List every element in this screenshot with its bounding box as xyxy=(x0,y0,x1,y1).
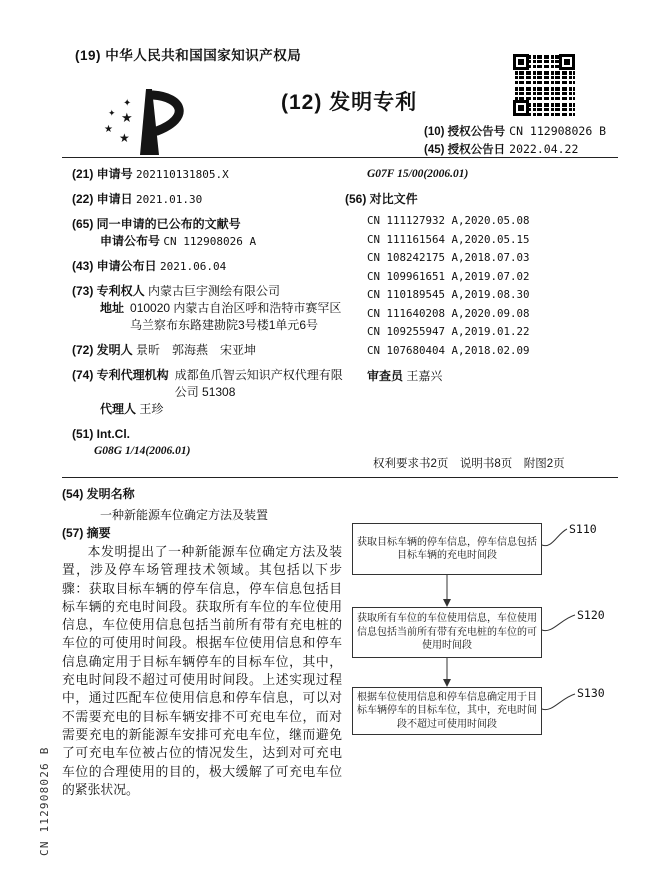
int-cl-row xyxy=(72,426,344,460)
grant-date-label: (45) 授权公告日 xyxy=(424,144,506,156)
address-value: 010020 内蒙古自治区呼和浩特市赛罕区乌兰察布东路建勘院3号楼1单元6号 xyxy=(130,301,342,332)
prior-publication-value: CN 112908026 A xyxy=(163,235,257,248)
header-divider xyxy=(62,157,618,158)
publication-date-row xyxy=(72,258,344,275)
citation-item: CN 107680404 A,2018.02.09 xyxy=(367,343,530,357)
patentee-label: (73) 专利权人 xyxy=(72,284,145,298)
prior-publication-number xyxy=(72,233,344,250)
abstract-label: (57) 摘要 xyxy=(62,526,111,540)
int-cl-continued-value: G07F 15/00(2006.01) xyxy=(367,168,469,180)
cnipa-logo-icon xyxy=(95,84,207,160)
agent-line xyxy=(72,401,344,418)
flowchart-step-1-text: 获取目标车辆的停车信息，停车信息包括目标车辆的充电时间段 xyxy=(357,536,537,561)
int-cl-value: G08G 1/14(2006.01) xyxy=(94,445,191,457)
patentee-value: 内蒙古巨宇测绘有限公司 xyxy=(148,284,281,298)
invention-title-value: 一种新能源车位确定方法及装置 xyxy=(100,508,269,522)
qr-finder-icon xyxy=(513,100,529,116)
flowchart-step-3-label: S130 xyxy=(577,686,605,700)
svg-text:★: ★ xyxy=(104,124,113,135)
pages-summary: 权利要求书2页 说明书8页 附图2页 xyxy=(373,458,565,470)
patentee-line xyxy=(72,283,344,300)
int-cl-label: (51) Int.Cl. xyxy=(72,427,131,441)
biblio-left-column xyxy=(72,166,344,468)
publication-date-value: 2021.06.04 xyxy=(160,260,227,273)
flowchart-figure xyxy=(345,518,671,748)
application-date-label: (22) 申请日 xyxy=(72,192,133,206)
grant-number-value: CN 112908026 B xyxy=(509,124,607,138)
prior-publication-sublabel: 申请公布号 xyxy=(100,234,161,248)
flowchart-step-1-box xyxy=(352,523,542,575)
qr-code xyxy=(513,54,575,116)
section-divider xyxy=(62,477,618,478)
invention-title-label: (54) 发明名称 xyxy=(62,487,135,501)
vertical-publication-number: CN 112908026 B xyxy=(38,746,51,856)
inventors-label: (72) 发明人 xyxy=(72,343,133,357)
agent-label: 代理人 xyxy=(100,402,137,416)
agency-row xyxy=(72,367,344,418)
issuing-office-title: (19) 中华人民共和国国家知识产权局 xyxy=(75,48,302,63)
examiner-label: 审查员 xyxy=(367,369,404,383)
address-label: 地址 xyxy=(100,301,125,315)
svg-text:★: ★ xyxy=(121,110,133,125)
grant-publication-number xyxy=(424,123,606,139)
patentee-address-line xyxy=(72,300,344,334)
flowchart-step-3-box xyxy=(352,687,542,735)
flowchart-step-2-box xyxy=(352,607,542,658)
citations-label: (56) 对比文件 xyxy=(345,192,418,206)
inventors-row xyxy=(72,342,344,359)
examiner-row xyxy=(345,368,623,385)
qr-finder-icon xyxy=(559,54,575,70)
agent-value: 王珍 xyxy=(139,402,164,416)
citation-item: CN 111127932 A,2020.05.08 xyxy=(367,214,530,227)
flowchart-step-1-label: S110 xyxy=(569,522,597,536)
publication-date-label: (43) 申请公布日 xyxy=(72,259,157,273)
grant-publication-date xyxy=(424,141,578,157)
citation-item: CN 109255947 A,2019.01.22 xyxy=(367,325,530,338)
citation-item: CN 108242175 A,2018.07.03 xyxy=(367,251,530,264)
qr-finder-icon xyxy=(513,54,529,70)
citation-item: CN 109961651 A,2019.07.02 xyxy=(367,269,530,283)
patentee-row xyxy=(72,283,344,334)
citation-item: CN 111640208 A,2020.09.08 xyxy=(367,306,530,320)
application-number-value: 202110131805.X xyxy=(136,168,229,181)
svg-text:★: ★ xyxy=(119,131,130,145)
prior-publication-label: (65) 同一申请的已公布的文献号 xyxy=(72,217,241,231)
agency-line xyxy=(72,367,344,401)
svg-text:✦: ✦ xyxy=(108,108,116,118)
prior-publication-row xyxy=(72,216,344,250)
application-date-value: 2021.01.30 xyxy=(136,193,203,206)
svg-text:✦: ✦ xyxy=(123,98,132,109)
grant-date-value: 2022.04.22 xyxy=(509,142,579,156)
document-type-title: (12) 发明专利 xyxy=(281,91,418,114)
agency-value: 成都鱼爪智云知识产权代理有限公司 51308 xyxy=(174,368,343,399)
examiner-value: 王嘉兴 xyxy=(406,369,443,383)
flowchart-step-2-label: S120 xyxy=(577,608,605,622)
grant-number-label: (10) 授权公告号 xyxy=(424,126,506,138)
citation-item: CN 111161564 A,2020.05.15 xyxy=(367,232,530,246)
flowchart-step-3-text: 根据车位使用信息和停车信息确定用于目标车辆停车的目标车位，其中，充电时间段不超过可使用时间段 xyxy=(357,691,537,730)
invention-title-section xyxy=(62,486,268,524)
biblio-right-column xyxy=(345,166,623,385)
application-number-row xyxy=(72,166,344,183)
inventors-value: 景昕 郭海燕 宋亚坤 xyxy=(136,343,257,357)
application-number-label: (21) 申请号 xyxy=(72,167,133,181)
citations-list xyxy=(345,212,623,360)
agency-label: (74) 专利代理机构 xyxy=(72,368,169,382)
application-date-row xyxy=(72,191,344,208)
citation-item: CN 110189545 A,2019.08.30 xyxy=(367,288,530,301)
abstract-text: 本发明提出了一种新能源车位确定方法及装置，涉及停车场管理技术领域。其包括以下步骤：获取目标车辆的停车信息，停车信息包括目标车辆的充电时间段。获取所有车位的车位使用信息，车位使用信息包括当前所有带有充电桩的车位的可使用时间段。根据车位使用信息和停车信息确定用于目标车辆停车的目标车位，其中，充电时间段不超过可使用时间段。上述实现过程中，通过匹配车位使用信息和停车信息，可以对不需要充电的目标车辆安排不可充电车位，而对需要充电的新能源车安排可充电车位，继而避免了可充电车位被占位的情况发生，达到对可充电车位的合理使用的目的，极大缓解了可充电车位的紧张状况。 xyxy=(62,544,342,797)
flowchart-step-2-text: 获取所有车位的车位使用信息，车位使用信息包括当前所有带有充电桩的车位的可使用时间段 xyxy=(357,613,537,652)
